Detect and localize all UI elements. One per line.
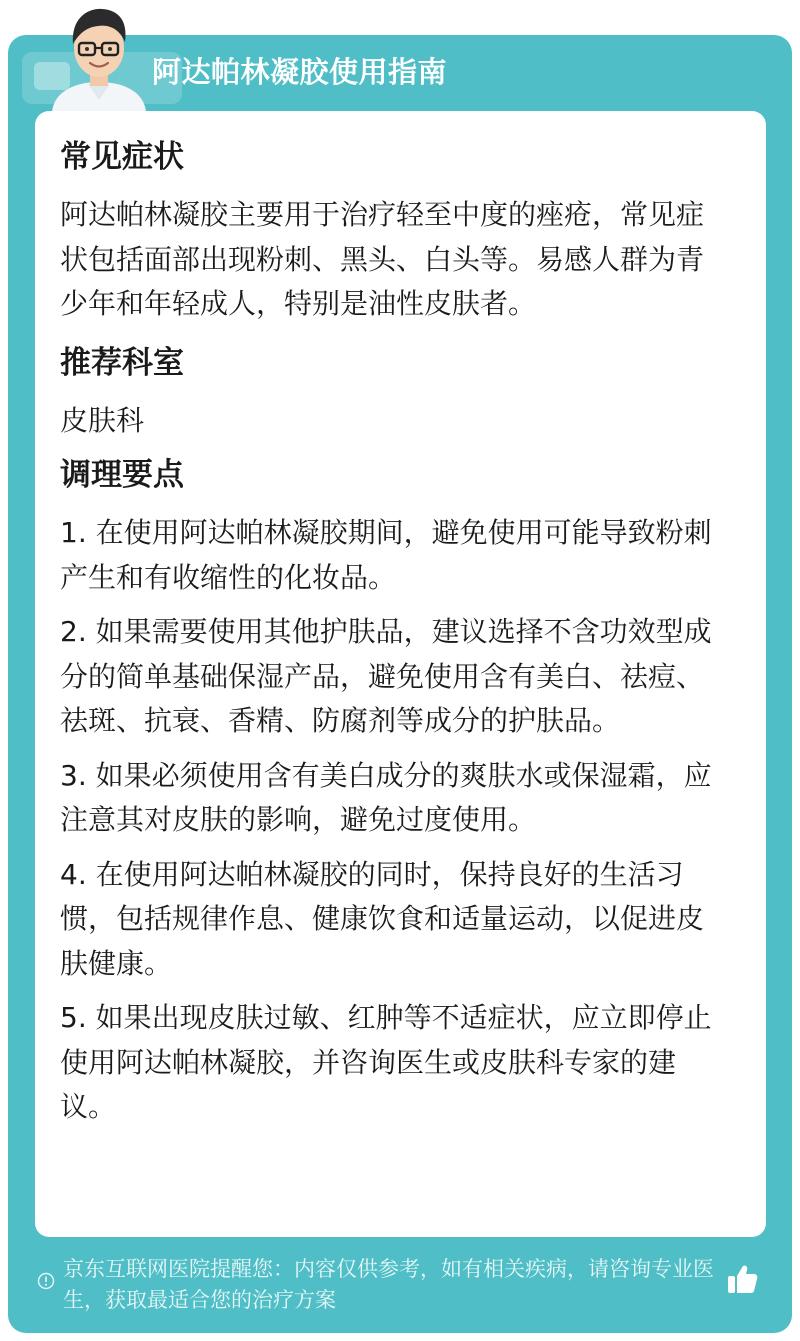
care-heading: 调理要点	[60, 457, 184, 493]
info-icon	[37, 1272, 55, 1290]
care-item: 4. 在使用阿达帕林凝胶的同时，保持良好的生活习惯，包括规律作息、健康饮食和适量运动，以促进皮肤健康。	[60, 857, 705, 980]
footer	[0, 1248, 800, 1318]
page-title: 阿达帕林凝胶使用指南	[152, 55, 448, 89]
disclaimer-text: 京东互联网医院提醒您：内容仅供参考，如有相关疾病，请咨询专业医生，获取最适合您的治疗方案	[63, 1257, 714, 1312]
care-item: 1. 在使用阿达帕林凝胶期间，避免使用可能导致粉刺产生和有收缩性的化妆品。	[60, 516, 712, 594]
card-content	[60, 135, 730, 1130]
content-card	[35, 111, 766, 1237]
department-heading: 推荐科室	[60, 344, 184, 381]
care-item: 5. 如果出现皮肤过敏、红肿等不适症状，应立即停止使用阿达帕林凝胶，并咨询医生或皮肤科专家的建议。	[60, 1001, 712, 1123]
care-item: 2. 如果需要使用其他护肤品，建议选择不含功效型成分的简单基础保湿产品，避免使用含有美白、祛痘、祛斑、抗衰、香精、防腐剂等成分的护肤品。	[60, 615, 712, 737]
thumbs-up-icon[interactable]	[725, 1262, 759, 1296]
doctor-avatar	[44, 0, 154, 112]
symptoms-text: 阿达帕林凝胶主要用于治疗轻至中度的痤疮，常见症状包括面部出现粉刺、黑头、白头等。易感人群为青少年和年轻成人，特别是油性皮肤者。	[60, 198, 705, 320]
care-item: 3. 如果必须使用含有美白成分的爽肤水或保湿霜，应注意其对皮肤的影响，避免过度使用。	[60, 758, 712, 836]
department-text: 皮肤科	[60, 403, 145, 437]
symptoms-heading: 常见症状	[60, 139, 184, 175]
